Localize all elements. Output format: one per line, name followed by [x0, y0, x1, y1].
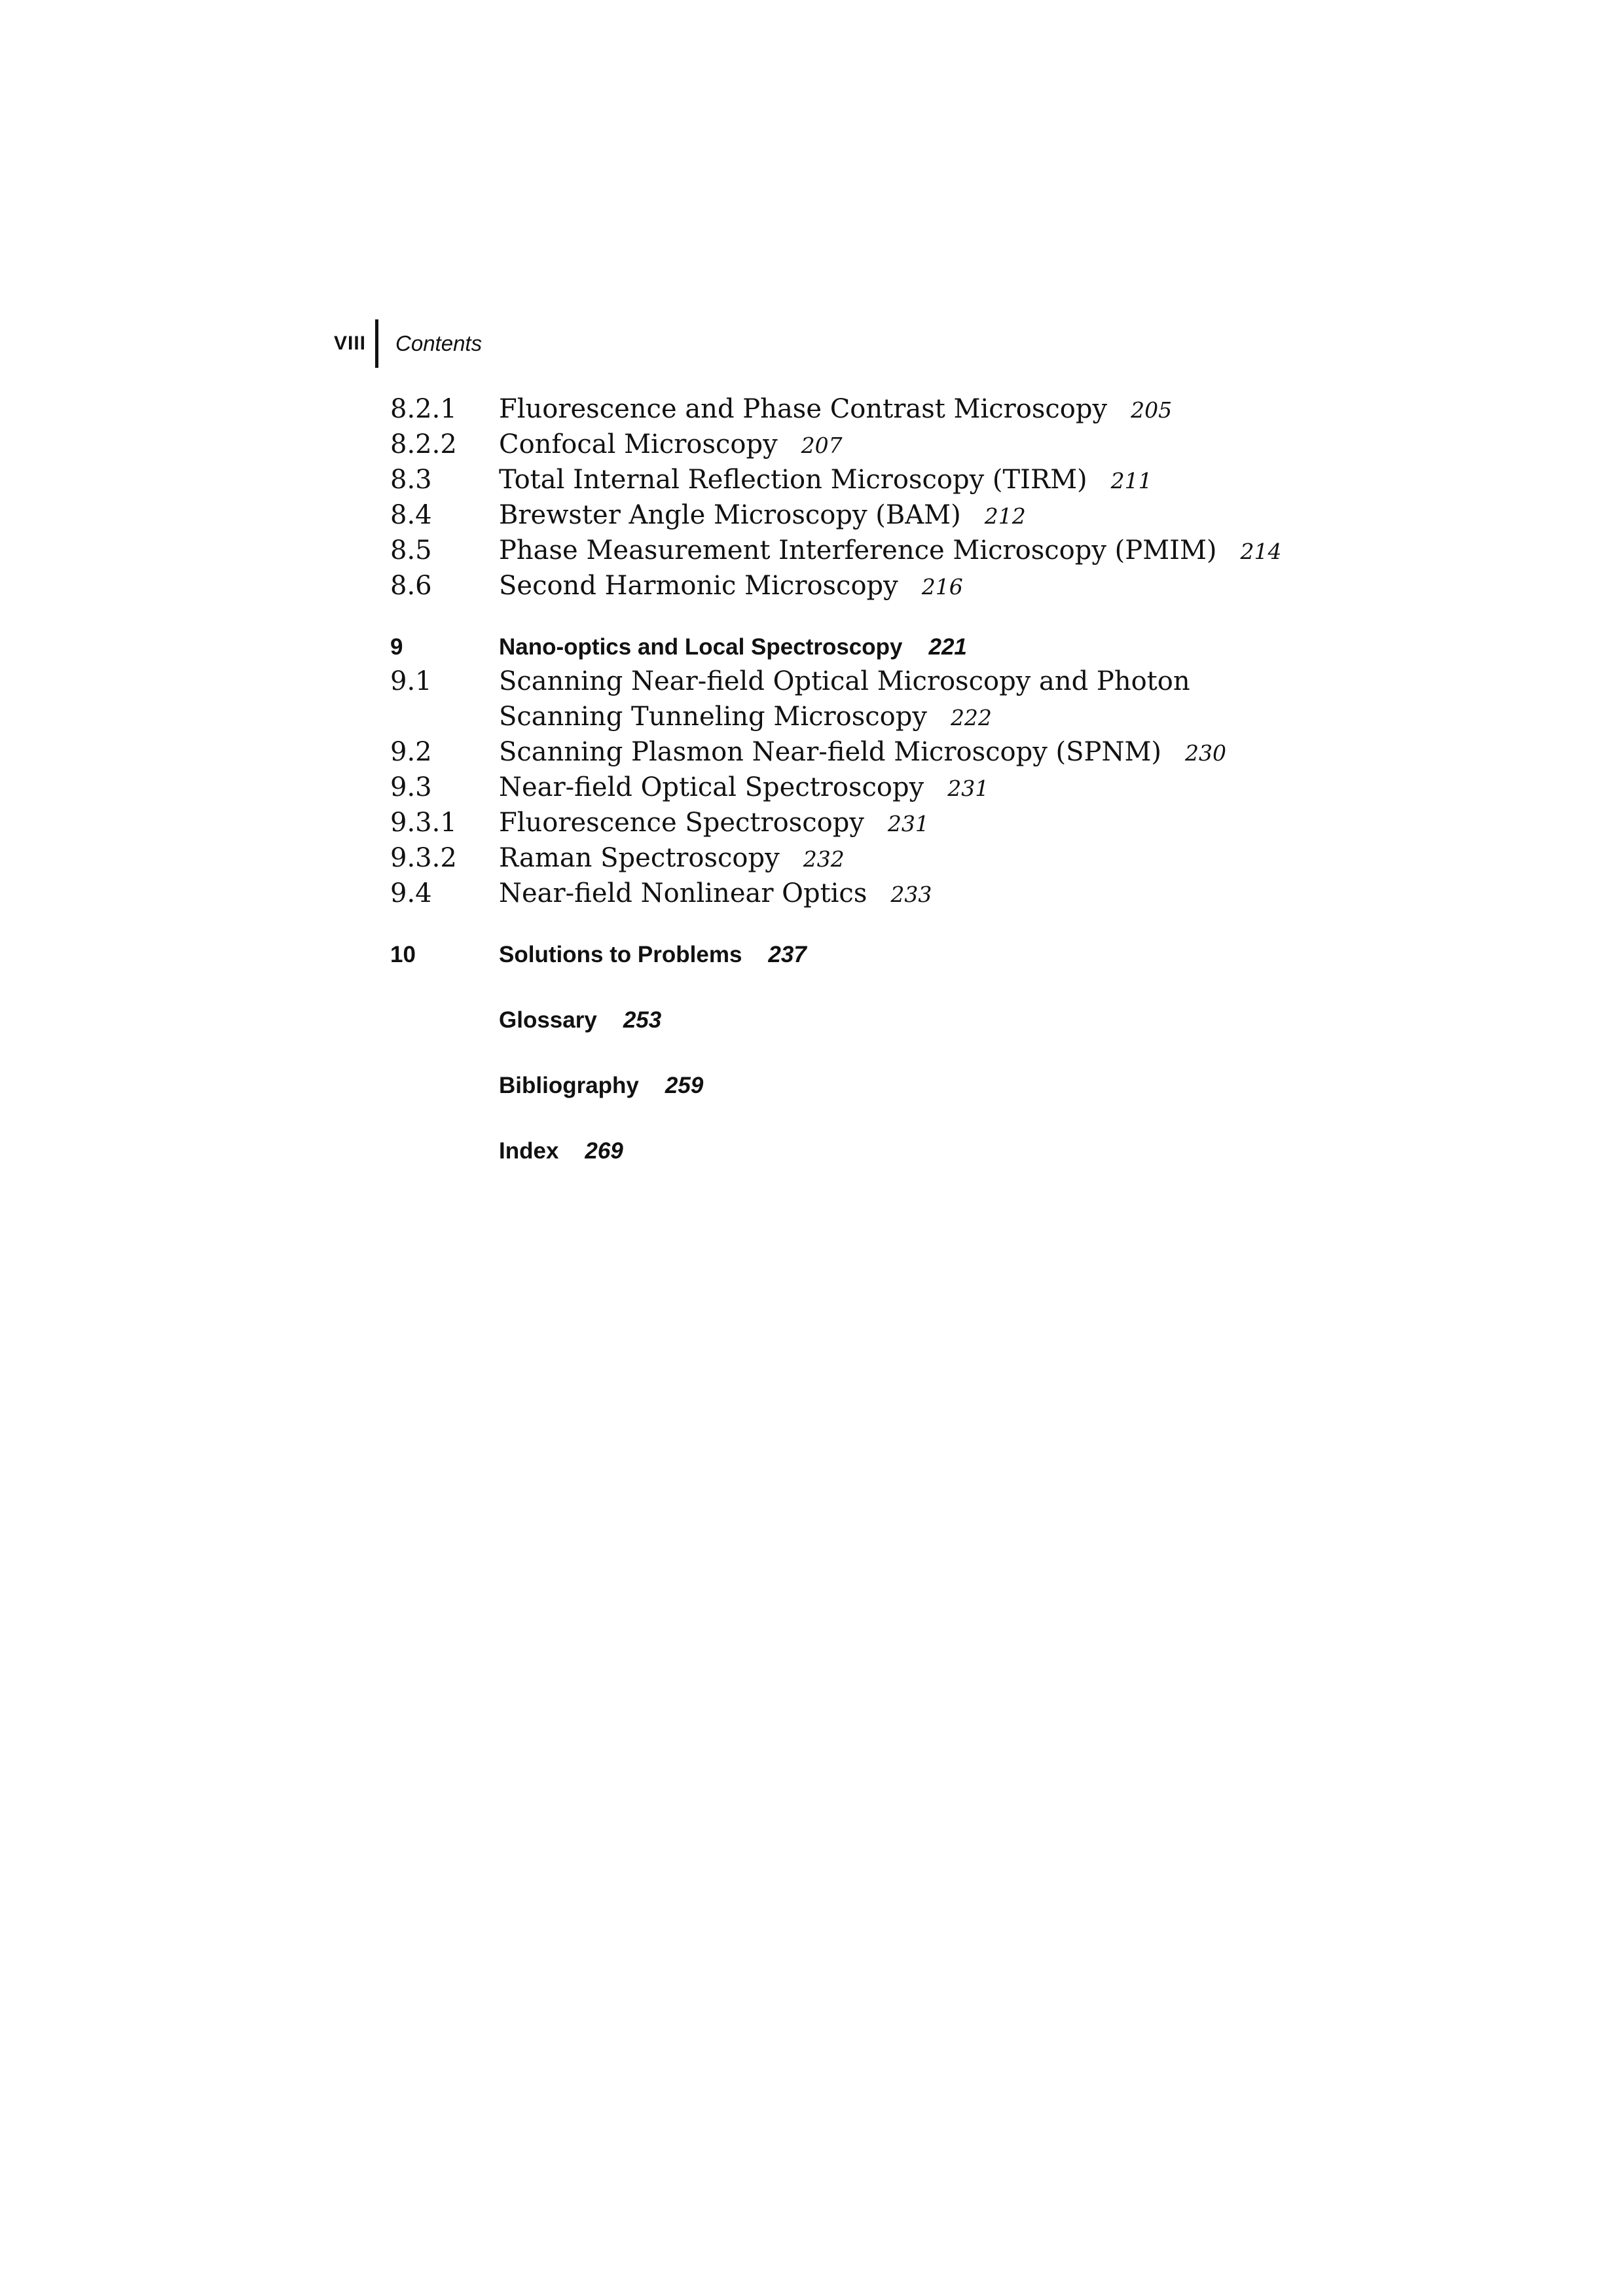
toc-number: 9.1: [390, 666, 432, 696]
toc-page: 207: [801, 433, 843, 458]
toc-number: 8.2.2: [390, 429, 457, 459]
toc-entry-8-2-2: [390, 427, 1320, 462]
running-title: Contents: [395, 331, 483, 355]
toc-page: 232: [803, 846, 845, 872]
toc-page: 216: [921, 574, 963, 600]
toc-page: 233: [890, 882, 932, 907]
toc-page: 222: [950, 705, 992, 730]
page-folio: VIII: [334, 332, 367, 354]
toc-page: 211: [1110, 468, 1152, 493]
toc-number: 9.2: [390, 737, 432, 767]
toc-page: 230: [1185, 740, 1227, 766]
toc-title: Fluorescence and Phase Contrast Microscopy: [499, 394, 1108, 424]
chapter-title: Nano-optics and Local Spectroscopy: [499, 634, 903, 660]
chapter-number: 9: [390, 634, 403, 660]
table-of-contents: [390, 391, 1320, 1168]
toc-entry-8-2-1: [390, 391, 1320, 427]
toc-title: Scanning Near-field Optical Microscopy and Photon Scanning Tunneling Microscopy: [499, 666, 1190, 732]
toc-title: Raman Spectroscopy: [499, 843, 780, 873]
toc-title: Brewster Angle Microscopy (BAM): [499, 500, 961, 530]
toc-title: Near-field Nonlinear Optics: [499, 878, 867, 908]
toc-entry-9-1: [390, 664, 1320, 734]
toc-bibliography: [390, 1069, 1320, 1102]
toc-page: 212: [984, 503, 1026, 529]
chapter-page: 237: [768, 942, 807, 967]
toc-number: 8.6: [390, 571, 432, 601]
toc-page: 205: [1131, 397, 1173, 423]
chapter-title: Glossary: [499, 1007, 597, 1033]
toc-entry-8-5: [390, 533, 1320, 568]
running-header: [334, 319, 482, 368]
toc-entry-9-3: [390, 770, 1320, 805]
chapter-title: Solutions to Problems: [499, 942, 742, 967]
toc-chapter-9: [390, 631, 1320, 664]
chapter-page: 269: [585, 1138, 623, 1164]
toc-title: Scanning Plasmon Near-field Microscopy (SPNM): [499, 737, 1162, 767]
toc-number: 9.3.1: [390, 808, 457, 838]
toc-entry-9-4: [390, 876, 1320, 911]
chapter-title: Bibliography: [499, 1073, 639, 1098]
toc-title: Confocal Microscopy: [499, 429, 778, 459]
chapter-page: 221: [928, 634, 967, 660]
toc-title: Total Internal Reflection Microscopy (TIRM): [499, 465, 1087, 495]
toc-number: 8.5: [390, 535, 432, 565]
toc-number: 8.3: [390, 465, 432, 495]
toc-entry-9-3-2: [390, 840, 1320, 876]
toc-number: 9.4: [390, 878, 432, 908]
toc-entry-9-2: [390, 734, 1320, 770]
toc-index: [390, 1135, 1320, 1168]
chapter-page: 253: [623, 1007, 662, 1033]
toc-number: 9.3.2: [390, 843, 457, 873]
toc-entry-8-3: [390, 462, 1320, 497]
toc-title: Phase Measurement Interference Microscopy (PMIM): [499, 535, 1217, 565]
chapter-number: 10: [390, 942, 416, 967]
toc-entry-8-6: [390, 568, 1320, 603]
chapter-page: 259: [665, 1073, 704, 1098]
toc-entry-9-3-1: [390, 805, 1320, 840]
toc-number: 8.4: [390, 500, 432, 530]
chapter-title: Index: [499, 1138, 559, 1164]
toc-title: Fluorescence Spectroscopy: [499, 808, 864, 838]
toc-number: 9.3: [390, 772, 432, 802]
toc-page: 231: [887, 811, 929, 836]
toc-title: Second Harmonic Microscopy: [499, 571, 898, 601]
toc-entry-8-4: [390, 497, 1320, 533]
toc-chapter-10: [390, 939, 1320, 971]
toc-page: 214: [1240, 539, 1282, 564]
header-rule: [375, 319, 378, 368]
toc-number: 8.2.1: [390, 394, 457, 424]
toc-title: Near-field Optical Spectroscopy: [499, 772, 924, 802]
toc-page: 231: [947, 776, 989, 801]
toc-glossary: [390, 1004, 1320, 1037]
